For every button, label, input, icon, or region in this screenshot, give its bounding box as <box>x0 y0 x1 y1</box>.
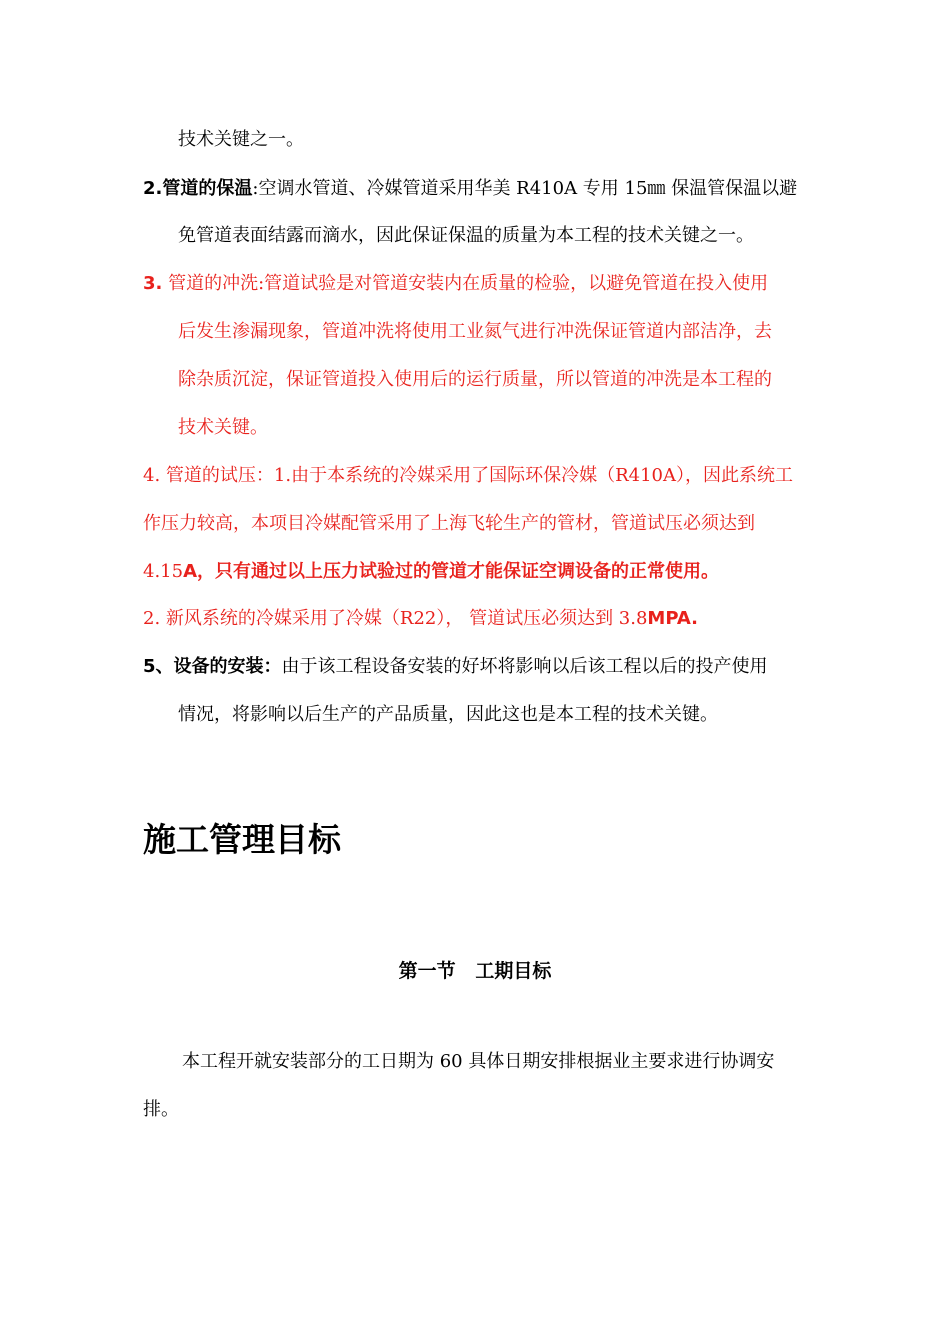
section-paragraph-line-1: 本工程开就安装部分的工日期为 60 具体日期安排根据业主要求进行协调安 <box>182 1051 775 1072</box>
main-heading: 施工管理目标 <box>143 820 341 859</box>
item-3-line-3: 除杂质沉淀，保证管道投入使用后的运行质量，所以管道的冲洗是本工程的 <box>178 369 772 390</box>
item-4-line-2: 作压力较高，本项目冷媒配管采用了上海飞轮生产的管材，管道试压必须达到 <box>143 513 755 534</box>
continuation-text: 技术关键之一。 <box>178 129 304 150</box>
item-4-sub-2-unit: MPA. <box>647 608 698 629</box>
item-4-line-4 <box>143 607 698 631</box>
section-title: 第一节 工期目标 <box>398 960 552 982</box>
section-paragraph-line-2: 排。 <box>143 1099 179 1120</box>
item-5-text: 由于该工程设备安装的好坏将影响以后该工程以后的投产使用 <box>281 656 768 677</box>
item-2-line-2: 免管道表面结露而滴水，因此保证保温的质量为本工程的技术关键之一。 <box>178 225 754 246</box>
item-4-line-3 <box>143 560 719 584</box>
item-4-bold-text: A，只有通过以上压力试验过的管道才能保证空调设备的正常使用。 <box>183 561 720 582</box>
item-2-title: 管道的保温 <box>162 178 253 199</box>
item-3-number: 3. <box>143 273 163 294</box>
item-3-line-4: 技术关键。 <box>178 417 268 438</box>
item-2-number: 2. <box>143 178 163 199</box>
item-4-sub-2-text: 2. 新风系统的冷媒采用了冷媒（R22）， 管道试压必须达到 3.8 <box>143 608 648 629</box>
item-4-pressure-value: 4.15 <box>143 561 184 582</box>
item-2-text: :空调水管道、冷媒管道采用华美 R410A 专用 15㎜ 保温管保温以避 <box>252 178 798 199</box>
item-3-text: 管道的冲洗:管道试验是对管道安装内在质量的检验，以避免管道在投入使用 <box>162 273 769 294</box>
item-5-line-2: 情况，将影响以后生产的产品质量，因此这也是本工程的技术关键。 <box>178 704 718 725</box>
item-3-line-1 <box>143 272 768 296</box>
item-2-line-1 <box>143 177 797 201</box>
item-4-line-1: 4. 管道的试压：1.由于本系统的冷媒采用了国际环保冷媒（R410A），因此系统工 <box>143 465 793 486</box>
item-5-title: 5、设备的安装： <box>143 656 282 677</box>
item-5-line-1 <box>143 655 768 679</box>
item-3-line-2: 后发生渗漏现象，管道冲洗将使用工业氮气进行冲洗保证管道内部洁净，去 <box>178 321 772 342</box>
